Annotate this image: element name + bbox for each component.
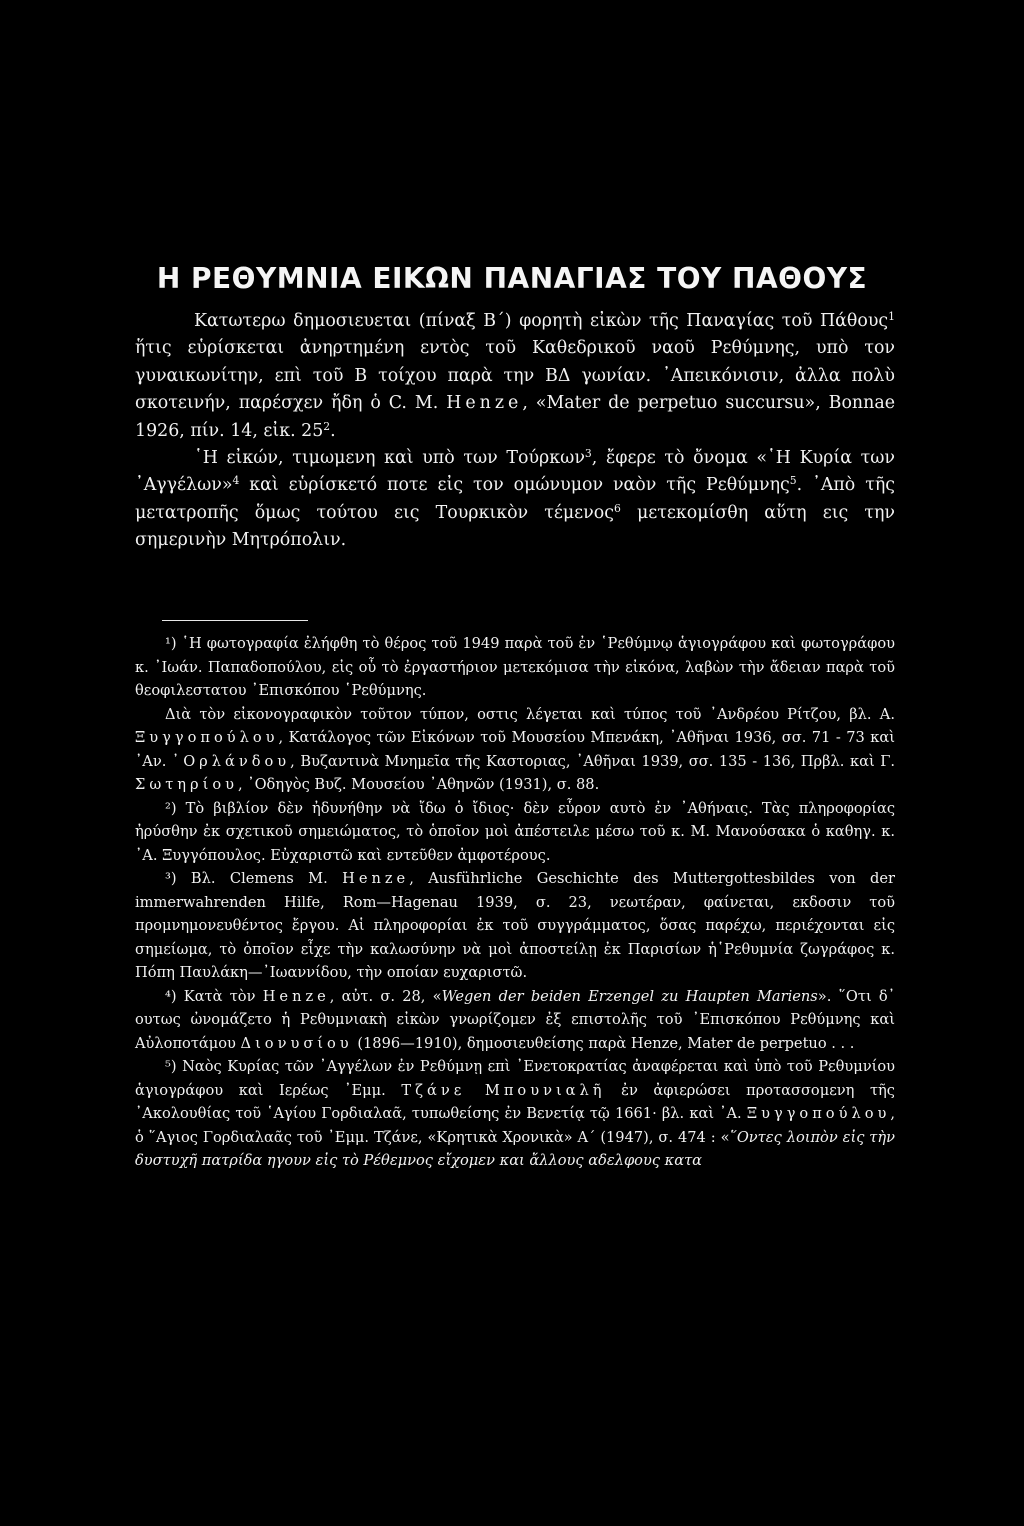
footnote-text: , αὐτ. σ. 28, « [329, 987, 442, 1005]
footnote-text: , Κατάλογος τῶν Εἰκόνων τοῦ Μουσείου Μπενάκη, ᾿Αθῆναι 1936, σσ. 71 - 73 καὶ ᾿Αν. [135, 729, 895, 770]
footnote-mark: ³) [165, 870, 177, 887]
footnote-3 [135, 867, 895, 985]
footnote-text: , Ausführliche Geschichte des Muttergottesbildes von der immerwahrenden Hilfe, Rom—Hagenau 1939, σ. 23, νεωτέραν, φαίνεται, εκδοσιν τοῦ προμνημονευθέντος ἔργου. Αἱ πληροφορίαι ἐκ τοῦ συγγράμματος, ὅσας παρέχω, περιέχονται εἰς σημείωμα, τὸ ὁποῖον εἶχε τὴν καλωσύνην νὰ μοὶ ἀποστείλῃ ἐκ Παρισίων ἡ῾Ρεθυμνία ζωγράφος κ. Πόπη Παυλάκη—᾿Ιωαννίδου, τὴν οποίαν ευχαριστῶ. [135, 870, 895, 981]
footnote-ref[interactable]: 1 [888, 310, 895, 324]
footnote-ref[interactable]: 5 [789, 474, 797, 488]
footnote-text: Βλ. Clemens M. [176, 870, 343, 887]
author-name: ᾿Ορλάνδου [171, 752, 291, 770]
footnote-ref[interactable]: 4 [232, 474, 240, 488]
footnote-text: ἐν ἀφιερώσει προτασσομενη τῆς ᾿Ακολουθίας τοῦ ῾Αγίου Γορδιαλαᾶ, τυπωθείσης ἐν Βενετίᾳ τῷ 1661· βλ. καὶ ᾿Α. [135, 1081, 895, 1122]
quoted-text: ῞Οντες λοιπὸν εἰς τὴν δυστυχῆ πατρίδα ηγουν εἰς τὸ Ρέθεμνος εἴχομεν και ἄλλους αδελφους κατα [135, 1128, 895, 1169]
footnote-5 [135, 1055, 895, 1173]
footnote-2 [135, 797, 895, 868]
footnote-divider [162, 620, 308, 621]
author-name: Τζάνε Μπουνιαλῆ [401, 1081, 606, 1099]
quoted-title: Wegen der beiden Erzengel zu Haupten Mariens [441, 987, 818, 1005]
author-name: Henze [262, 987, 330, 1005]
text-segment: καὶ εὑρίσκετό ποτε εἰς τον ομώνυμον ναὸν τῆς Ρεθύμνης [239, 475, 790, 496]
author-name: Henze [342, 870, 410, 887]
footnote-ref[interactable]: 3 [584, 447, 592, 461]
footnote-mark: ⁵) [165, 1058, 177, 1075]
text-segment: Κατωτερω δημοσιευεται (πίναξ Β΄) φορητὴ εἰκὼν τῆς Παναγίας τοῦ Πάθους [194, 311, 889, 331]
footnotes [135, 632, 895, 1173]
footnote-text: ῾Η φωτογραφία ἐλήφθη τὸ θέρος τοῦ 1949 παρὰ τοῦ ἐν ῾Ρεθύμνῳ ἁγιογράφου καὶ φωτογράφου κ. ᾿Ιωάν. Παπαδοπούλου, εἰς οὗ τὸ ἐργαστήριον μετεκόμισα τὴν εἰκόνα, λαβὼν τὴν ἄδειαν παρὰ τοῦ θεοφιλεστατου ᾿Επισκόπου ῾Ρεθύμνης. [135, 635, 895, 699]
footnote-mark: ²) [165, 799, 177, 817]
text-segment: ἥτις εὑρίσκεται ἀνηρτημένη εντὸς τοῦ Καθεδρικοῦ ναοῦ Ρεθύμνης, υπὸ τον γυναικωνίτην, επὶ τοῦ Β τοίχου παρὰ την ΒΔ γωνίαν. ᾿Απεικόνισιν, ἀλλα πολὺ σκοτεινήν, παρέσχεν ἤδη ὁ C. M. [135, 338, 895, 414]
author-name: Σωτηρίου [135, 776, 238, 793]
footnote-mark: ⁴) [165, 987, 177, 1005]
author-name: Ξυγγοπούλου [746, 1105, 891, 1122]
paragraph-1 [135, 308, 895, 445]
footnote-text: (1896—1910), δημοσιευθείσης παρὰ Henze, Mater de perpetuo . . . [352, 1034, 855, 1052]
text-segment: , «Mater de perpetuo succursu», Bonnae 1926, πίν. 14, εἰκ. 25 [135, 393, 895, 441]
footnote-1-continued [135, 703, 895, 797]
footnote-1 [135, 632, 895, 703]
text-segment: , ἔφερε τὸ ὄνομα «῾Η Κυρία των ᾿Αγγέλων» [135, 448, 895, 496]
main-text [135, 308, 895, 555]
footnote-text: Κατὰ τὸν [176, 987, 263, 1005]
footnote-text: , ὁ ῞Αγιος Γορδιαλαᾶς τοῦ ᾿Εμμ. Τζάνε, «Κρητικὰ Χρονικὰ» Α΄ (1947), σ. 474 : « [135, 1105, 895, 1146]
text-segment: ῾Η εἰκών, τιμωμενη καὶ υπὸ των Τούρκων [194, 448, 585, 469]
footnote-text: ». ῞Οτι δ᾿ ουτως ὠνομάζετο ἡ Ρεθυμνιακὴ εἰκὼν γνωρίζομεν ἐξ επιστολῆς τοῦ ᾿Επισκόπου Ρεθύμνης καὶ Αὐλοποτάμου [135, 987, 895, 1052]
footnote-text: Ναὸς Κυρίας τῶν ᾿Αγγέλων ἐν Ρεθύμνῃ επὶ ᾿Ενετοκρατίας ἀναφέρεται καὶ ὑπὸ τοῦ Ρεθυμνίου ἁγιογράφου καὶ Ιερέως ᾿Εμμ. [135, 1058, 895, 1099]
text-segment: μετεκομίσθη αὕτη εις την σημερινὴν Μητρόπολιν. [135, 502, 896, 551]
page-title: Η ΡΕΘΥΜΝΙΑ ΕΙΚΩΝ ΠΑΝΑΓΙΑΣ ΤΟΥ ΠΑΘΟΥΣ [156, 261, 868, 295]
paragraph-2 [135, 445, 895, 555]
author-name: Ξυγγοπούλου [135, 729, 279, 746]
footnote-ref[interactable]: 2 [323, 419, 331, 433]
text-segment: . [330, 420, 336, 441]
footnote-text: Τὸ βιβλίον δὲν ἠδυνήθην νὰ ἴδω ὁ ἴδιος· δὲν εὗρον αυτὸ ἐν ᾿Αθήναις. Τὰς πληροφορίας ἠρύσθην ἐκ σχετικοῦ σημειώματος, τὸ ὁποῖον μοὶ ἀπέστειλε μέσω τοῦ κ. Μ. Μανούσακα ὁ καθηγ. κ. ᾿Α. Ξυγγόπουλος. Εὐχαριστῶ καὶ εντεῦθεν ἀμφοτέρους. [135, 799, 895, 864]
footnote-mark: ¹) [165, 635, 177, 652]
author-name: Henze [446, 393, 523, 414]
footnote-4 [135, 985, 895, 1056]
footnote-text: , Βυζαντινὰ Μνημεῖα τῆς Καστοριας, ᾿Αθῆναι 1939, σσ. 135 - 136, Πρβλ. καὶ Γ. [290, 752, 895, 770]
footnote-text: , ᾿Οδηγὸς Βυζ. Μουσείου ᾿Αθηνῶν (1931), σ. 88. [238, 776, 600, 793]
author-name: Διονυσίου [240, 1034, 353, 1052]
footnote-text: Διὰ τὸν εἰκονογραφικὸν τοῦτον τύπον, οστις λέγεται καὶ τύπος τοῦ ᾿Ανδρέου Ρίτζου, βλ. Α. [165, 705, 895, 723]
text-segment: . ᾿Απὸ τῆς μετατροπῆς ὅμως τούτου εις Τουρκικὸν τέμενος [135, 475, 895, 523]
footnote-ref[interactable]: 6 [613, 501, 621, 515]
